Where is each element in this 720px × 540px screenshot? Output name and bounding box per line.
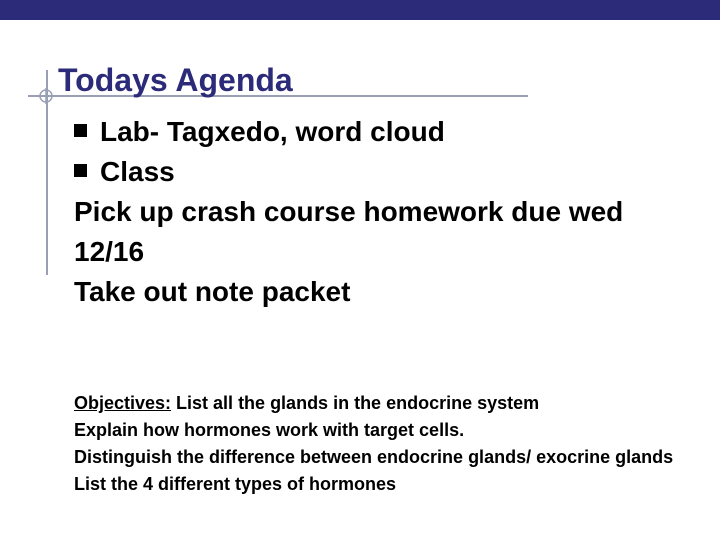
agenda-bullet-text: Lab- Tagxedo, word cloud — [100, 116, 445, 147]
slide-title: Todays Agenda — [58, 62, 293, 98]
objective-item: Distinguish the difference between endocrine glands/ exocrine glands — [74, 447, 674, 467]
objective-item: List all the glands in the endocrine system — [171, 393, 540, 413]
square-bullet-icon — [74, 164, 87, 177]
agenda-bullet-text: Class — [100, 156, 175, 187]
objectives-label: Objectives: — [74, 393, 172, 413]
objectives-section — [74, 390, 694, 498]
objective-item: Explain how hormones work with target cells. — [74, 420, 465, 440]
objective-first-line — [74, 390, 694, 417]
crosshair-icon — [38, 88, 54, 104]
agenda-line: Pick up crash course homework due wed 12/16 — [74, 196, 624, 267]
agenda-body — [74, 112, 694, 312]
objective-item: List the 4 different types of hormones — [74, 474, 397, 494]
agenda-bullet-item — [74, 112, 694, 152]
agenda-bullet-item — [74, 152, 694, 192]
agenda-line: Take out note packet — [74, 276, 351, 307]
top-banner — [0, 0, 720, 20]
square-bullet-icon — [74, 124, 87, 137]
